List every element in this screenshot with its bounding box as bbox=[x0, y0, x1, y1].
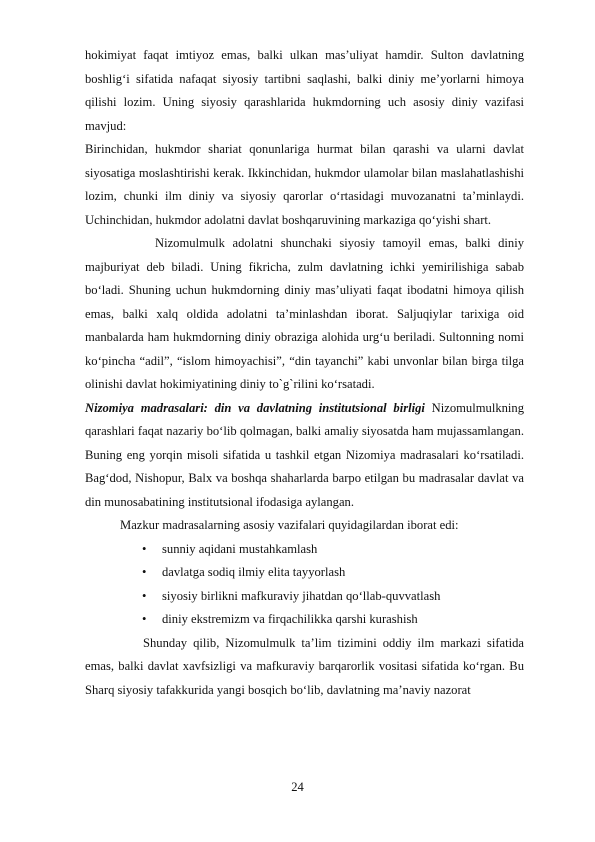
list-item: • davlatga sodiq ilmiy elita tayyorlash bbox=[85, 561, 524, 585]
paragraph-4-body: Nizomulmulkning qarashlari faqat nazariy bo‘lib qolmagan, balki amaliy siyosatda ham mujassamlangan. Buning eng yorqin misoli sifatida u tashkil etgan Nizomiya madrasalari ko‘rsatiladi. Bag‘dod, Nishopur, Balx va boshqa shaharlarda barpo etilgan bu madrasalar davlat va din munosabatining institutsional ifodasiga aylangan. bbox=[85, 400, 525, 509]
paragraph-4 bbox=[85, 397, 524, 515]
list-intro: Mazkur madrasalarning asosiy vazifalari quyidagilardan iborat edi: bbox=[120, 518, 459, 532]
tasks-list bbox=[85, 538, 524, 632]
page-number: 24 bbox=[291, 780, 304, 794]
paragraph-3: Nizomulmulk adolatni shunchaki siyosiy tamoyil emas, balki diniy majburiyat deb biladi. Uning fikricha, zulm davlatning ichki yemirilishiga sabab bo‘ladi. Shuning uchun hukmdorning diniy mas’uliyati faqat ibodatni himoya qilish emas, balki xalq oldida adolatni ta’minlashdan iborat. Saljuqiylar tarixiga oid manbalarda ham hukmdorning diniy obraziga alohida urg‘u beriladi. Sultonning nomi ko‘pincha “adil”, “islom himoyachisi”, “din tayanchi” kabi unvonlar bilan birga tilga olinishi davlat hokimiyatining diniy to`g`rilini ko‘rsatadi. bbox=[85, 236, 524, 391]
document-page bbox=[85, 44, 524, 702]
paragraph-2: Birinchidan, hukmdor shariat qonunlariga hurmat bilan qarashi va ularni davlat siyosatiga moslashtirishi kerak. Ikkinchidan, hukmdor ulamolar bilan maslahatlashishi lozim, chunki ilm diniy va siyosiy qarorlar o‘rtasidagi muvozanatni ta’minlaydi. Uchinchidan, hukmdor adolatni davlat boshqaruvining markaziga qo‘yishi shart. bbox=[85, 142, 524, 227]
paragraph-5: Shunday qilib, Nizomulmulk ta’lim tizimini oddiy ilm markazi sifatida emas, balki davlat xavfsizligi va mafkuraviy barqarorlik vositasi sifatida ko‘rgan. Bu Sharq siyosiy tafakkurida yangi bosqich bo‘lib, davlatning ma’naviy nazorat bbox=[85, 635, 524, 697]
list-item: • siyosiy birlikni mafkuraviy jihatdan qo‘llab-quvvatlash bbox=[85, 585, 524, 609]
list-item: • diniy ekstremizm va firqachilikka qarshi kurashish bbox=[85, 608, 524, 632]
bullet-icon: • bbox=[142, 612, 147, 626]
bullet-icon: • bbox=[142, 588, 147, 603]
paragraph-1: hokimiyat faqat imtiyoz emas, balki ulkan mas’uliyat hamdir. Sulton davlatning boshlig‘i sifatida nafaqat siyosiy tartibni saqlashi, balki diniy me’yorlarni himoya qilishi lozim. Uning siyosiy qarashlarida hukmdorning uch asosiy diniy vazifasi mavjud: bbox=[85, 48, 524, 133]
bullet-icon: • bbox=[142, 541, 147, 556]
list-item: • sunniy aqidani mustahkamlash bbox=[85, 538, 524, 562]
section-heading: Nizomiya madrasalari: din va davlatning institutsional birligi bbox=[85, 400, 425, 415]
bullet-icon: • bbox=[142, 565, 147, 579]
